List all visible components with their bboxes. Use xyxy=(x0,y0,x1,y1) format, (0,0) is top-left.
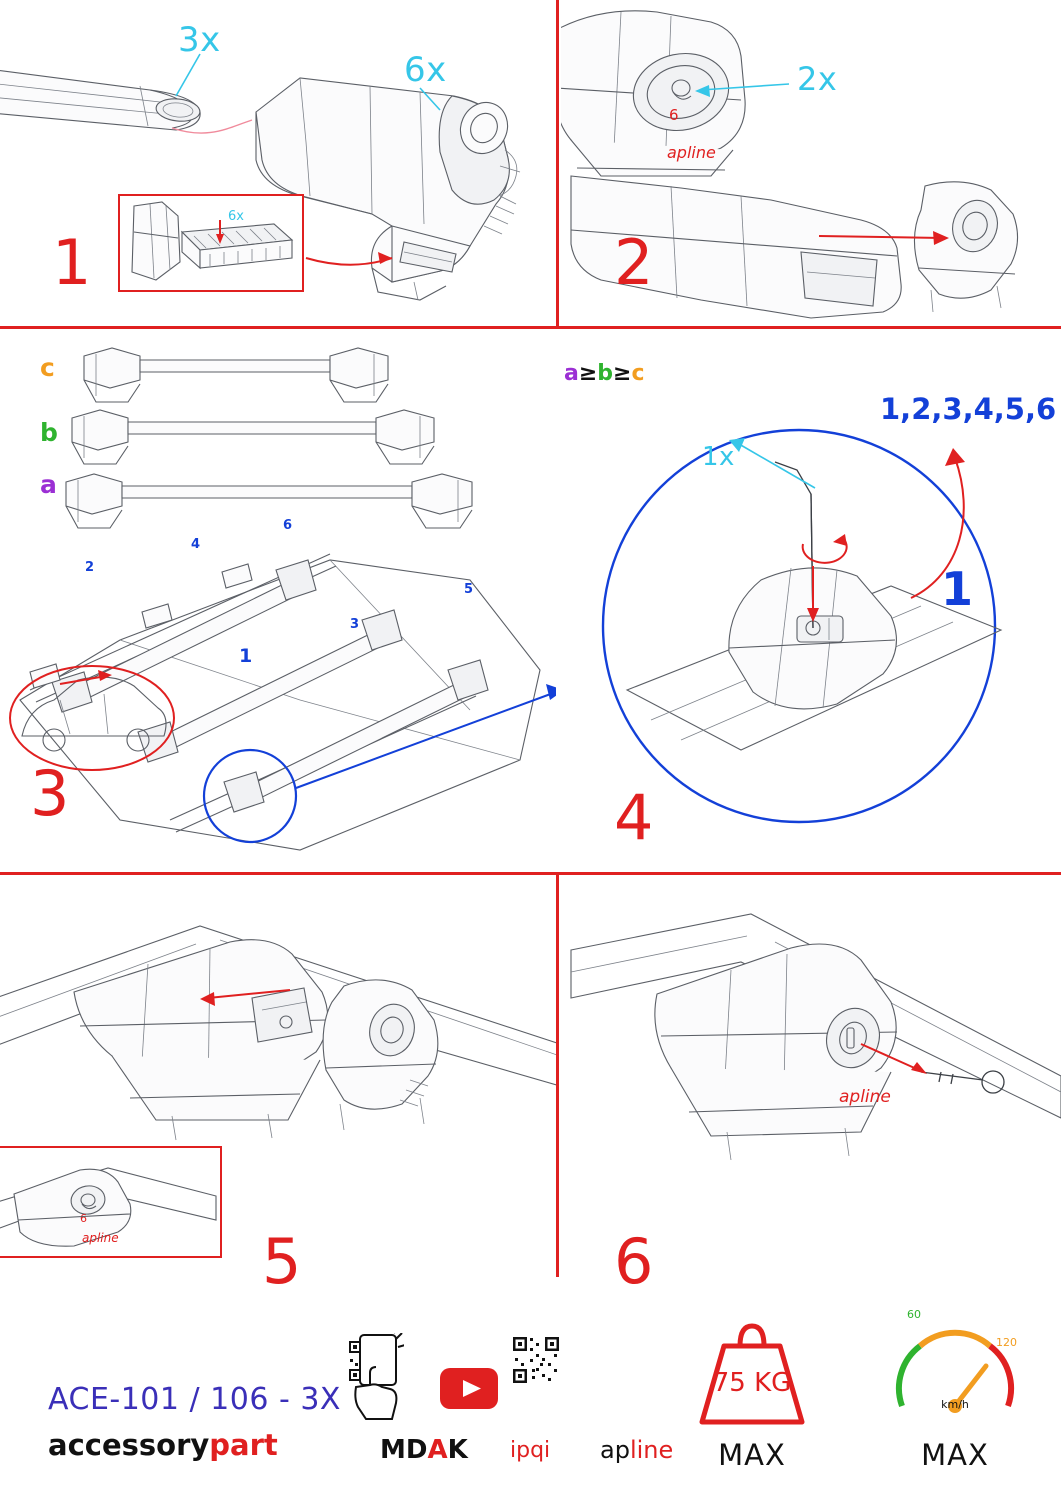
brand-accessorypart-part1: accessory xyxy=(48,1428,210,1462)
inequality-op1: ≥ xyxy=(578,361,598,386)
speed-gauge-icon xyxy=(890,1310,1020,1430)
bar-index-2: 2 xyxy=(85,560,95,575)
phone-scan-icon xyxy=(352,1333,404,1425)
inequality-b: b xyxy=(597,361,614,386)
step1-foot-count: 6x xyxy=(404,50,447,90)
step4-key-count: 1x xyxy=(702,442,735,472)
step-number-6: 6 xyxy=(614,1225,655,1298)
brand-apline-part2: line xyxy=(629,1436,674,1464)
speed-limit-caption: MAX xyxy=(921,1438,989,1472)
key-icon xyxy=(921,1071,1004,1093)
highlight-circle-label: 1 xyxy=(239,645,253,667)
brand-apline xyxy=(600,1436,673,1464)
bar-index-5: 5 xyxy=(464,582,474,597)
step1-bar-count: 3x xyxy=(178,20,221,60)
step5-detail-inset xyxy=(0,1146,222,1258)
brand-apline-part1: ap xyxy=(600,1436,630,1464)
bar-size-label-b: b xyxy=(40,418,58,447)
bar-index-4: 4 xyxy=(191,537,201,552)
youtube-icon[interactable] xyxy=(440,1368,498,1409)
bar-index-3: 3 xyxy=(350,617,360,632)
svg-text:apline: apline xyxy=(82,1231,119,1245)
step-number-4: 4 xyxy=(614,781,655,854)
section-divider-1 xyxy=(0,326,1061,329)
vertical-divider-bottom xyxy=(556,872,559,1277)
weight-limit-caption: MAX xyxy=(718,1438,786,1472)
inset-count-label: 6x xyxy=(228,209,244,224)
qr-code-icon xyxy=(512,1336,560,1384)
brand-mdak-part2: K xyxy=(447,1435,468,1465)
inequality-op2: ≥ xyxy=(613,361,632,386)
step-number-2: 2 xyxy=(614,226,655,299)
svg-text:apline: apline xyxy=(667,143,716,162)
step4-torque-number: 1 xyxy=(941,562,974,616)
speed-unit-label: km/h xyxy=(941,1398,969,1411)
step-number-5: 5 xyxy=(262,1225,303,1298)
gauge-max-label: 120 xyxy=(996,1336,1017,1349)
gauge-min-label: 60 xyxy=(907,1308,921,1321)
svg-text:apline: apline xyxy=(839,1087,891,1107)
bar-index-6: 6 xyxy=(283,518,293,533)
step-number-3: 3 xyxy=(30,757,71,830)
brand-mdak xyxy=(380,1435,468,1465)
step6-illustration xyxy=(561,880,1061,1280)
svg-text:6: 6 xyxy=(80,1212,87,1225)
brand-mdak-part1: MD xyxy=(380,1435,428,1465)
bar-size-label-c: c xyxy=(40,353,55,382)
model-code: ACE-101 / 106 - 3X xyxy=(48,1382,341,1417)
step3-illustration xyxy=(0,330,556,876)
inequality-a: a xyxy=(564,361,579,386)
vertical-divider-top xyxy=(556,0,559,326)
step1-detail-inset xyxy=(118,194,304,292)
svg-text:6: 6 xyxy=(669,106,679,124)
weight-limit-value: 75 KG xyxy=(712,1368,792,1398)
step2-cover-count: 2x xyxy=(797,60,838,98)
bar-size-label-a: a xyxy=(40,470,57,499)
step4-sequence-label: 1,2,3,4,5,6 xyxy=(880,392,1057,426)
brand-accessorypart-part2: part xyxy=(209,1428,278,1462)
step-number-1: 1 xyxy=(52,226,93,299)
brand-mdak-accent: A xyxy=(427,1435,448,1465)
inequality-c: c xyxy=(631,361,645,386)
brand-ipqi: ipqi xyxy=(510,1438,551,1463)
brand-accessorypart xyxy=(48,1428,278,1462)
